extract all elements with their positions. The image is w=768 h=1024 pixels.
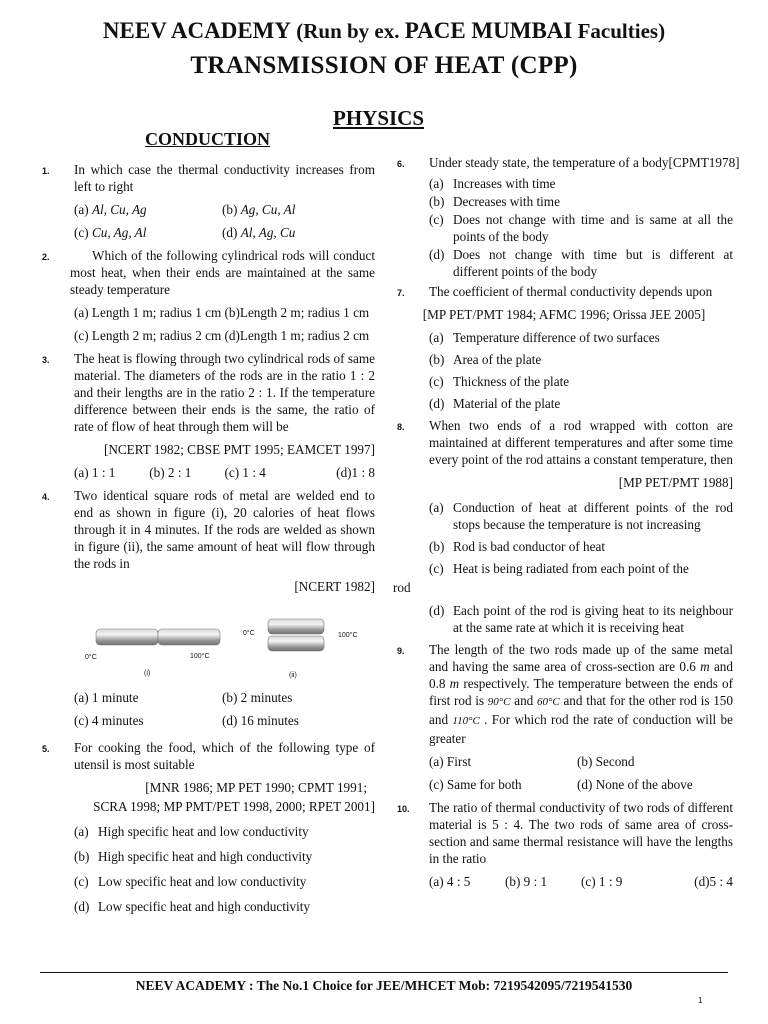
option-d: (d) 16 minutes [222,713,299,728]
question-number: 1. [42,166,50,176]
question-number: 7. [397,288,405,298]
q3-options [74,464,375,481]
q8-option-b: (b) Rod is bad conductor of heat [429,539,605,554]
option-b: (b) 2 minutes [222,690,293,705]
question-text: The ratio of thermal conductivity of two rods of different material is 5 : 4. The two rods of same area of cross-section and same thermal resistance will have the lengths in the ratio [429,800,733,866]
q7-option-d: (d) Material of the plate [429,396,561,411]
option-a: (a) First [429,754,472,769]
fig-label-100c-right: 100°C [338,632,358,639]
q4-figure [40,601,375,683]
option-b: (b) 9 : 1 [505,874,548,889]
rod-1b [158,629,220,645]
question-text: Two identical square rods of metal are welded end to end as shown in figure (i), 20 calories of heat flows through it in 4 minutes. If the rods are welded as shown in figure (ii), the same amount of heat will flow through the rods in [74,488,375,571]
option-b: (b) 2 : 1 [149,465,192,480]
footer-divider [40,972,728,973]
fig-caption-ii: (ii) [289,672,297,679]
option-c: (c) 4 minutes [74,713,144,728]
q2-option-ab: (a) Length 1 m; radius 1 cm (b)Length 2 m; radius 1 cm [74,305,370,320]
option-b: (b) Second [577,754,635,769]
question-3 [40,350,375,435]
question-5 [40,739,375,773]
question-number: 8. [397,422,405,432]
question-6 [395,154,740,171]
question-number: 6. [397,159,405,169]
question-text: The length of the two rods made up of the same metal and having the same area of cross-section are 0.6 m and 0.8 m respectively. The temperature between the ends of first rod is 90°C and 60°C and that for the other rod is 150 and 110°C . For which rod the rate of conduction will be greater [429,642,734,746]
footer-text: NEEV ACADEMY : The No.1 Choice for JEE/MHCET Mob: 7219542095/7219541530 [135,978,633,993]
right-column [393,154,740,896]
q2-option-cd: (c) Length 2 m; radius 2 cm (d)Length 1 m; radius 2 cm [74,328,370,343]
option-c: (c) 1 : 9 [581,874,623,889]
rod-1a [96,629,158,645]
question-number: 2. [42,252,50,262]
rods-diagram [40,601,375,683]
question-8 [395,417,733,468]
question-text: Under steady state, the temperature of a body[CPMT1978] [429,155,740,170]
fig-label-100c-left: 100°C [190,653,210,660]
q8-option-d: (d) Each point of the rod is giving heat to its neighbour at the same rate at which it is receiving heat [429,603,733,635]
q7-option-c: (c) Thickness of the plate [429,374,570,389]
option-c: (c) Cu, Ag, Al [74,225,147,240]
rod-2a [268,619,324,634]
option-b: (b) Ag, Cu, Al [222,202,296,217]
question-text: In which case the thermal conductivity increases from left to right [74,162,375,194]
q10-options [429,873,733,890]
option-c: (c) 1 : 4 [224,465,266,480]
question-text: When two ends of a rod wrapped with cotton are maintained at different temperatures and after some time every point of the rod attains a constant temperature, then [429,418,733,467]
question-text: For cooking the food, which of the following type of utensil is most suitable [74,740,375,772]
question-number: 5. [42,744,50,754]
q1-options-row-1 [74,201,375,218]
q9-options-row-2 [429,776,733,793]
q5-source-1: [MNR 1986; MP PET 1990; CPMT 1991; [145,780,367,795]
header-line-1: NEEV ACADEMY (Run by ex. PACE MUMBAI Faculties) [102,18,666,43]
option-a: (a) 1 : 1 [74,465,116,480]
header-line-2: TRANSMISSION OF HEAT (CPP) [190,52,578,79]
question-2 [40,247,375,298]
q5-option-a: (a) High specific heat and low conductivity [74,824,309,839]
q3-source: [NCERT 1982; CBSE PMT 1995; EAMCET 1997] [103,442,375,457]
question-4 [40,487,375,572]
page-number: 1 [698,996,703,1005]
q7-option-b: (b) Area of the plate [429,352,542,367]
question-number: 10. [397,804,410,814]
question-9 [395,641,733,747]
q8-option-c-tail: rod [393,580,411,595]
left-column [40,161,375,920]
question-text: The coefficient of thermal conductivity depends upon [429,284,713,299]
rod-2b [268,636,324,651]
option-d: (d) None of the above [577,777,693,792]
q9-options-row-1 [429,753,733,770]
option-a: (a) Al, Cu, Ag [74,202,147,217]
q5-source-2: SCRA 1998; MP PMT/PET 1998, 2000; RPET 2001] [93,799,375,814]
q6-option-c: (c) Does not change with time and is same at all the points of the body [429,212,733,244]
question-number: 9. [397,646,405,656]
option-d: (d)1 : 8 [336,465,375,480]
q4-source: [NCERT 1982] [294,579,375,594]
q5-option-c: (c) Low specific heat and low conductivity [74,874,307,889]
question-1 [40,161,375,195]
q8-source: [MP PET/PMT 1988] [618,475,733,490]
q6-option-a: (a) Increases with time [429,176,556,191]
q8-option-a: (a) Conduction of heat at different points of the rod stops because the temperature is not increasing [429,500,733,532]
q6-option-b: (b) Decreases with time [429,194,560,209]
fig-label-0c-left: 0°C [85,654,97,661]
option-d: (d) Al, Ag, Cu [222,225,296,240]
question-number: 3. [42,355,50,365]
q7-source: [MP PET/PMT 1984; AFMC 1996; Orissa JEE 2005] [422,307,706,322]
q1-options-row-2 [74,224,375,241]
question-10 [395,799,733,867]
fig-label-0c-right: 0°C [243,630,255,637]
q8-option-c: (c) Heat is being radiated from each point of the [429,561,689,576]
question-7 [395,283,733,300]
option-d: (d)5 : 4 [694,874,733,889]
q7-option-a: (a) Temperature difference of two surfaces [429,330,660,345]
section-title: CONDUCTION [145,129,271,149]
q4-options-row-2 [74,712,375,729]
q6-option-d: (d) Does not change with time but is different at different points of the body [429,247,733,279]
option-c: (c) Same for both [429,777,522,792]
option-a: (a) 4 : 5 [429,874,471,889]
question-text: Which of the following cylindrical rods will conduct most heat, when their ends are maintained at the same steady temperature [70,248,375,297]
q5-option-b: (b) High specific heat and high conductivity [74,849,313,864]
q4-options-row-1 [74,689,375,706]
question-number: 4. [42,492,50,502]
option-a: (a) 1 minute [74,690,139,705]
q5-option-d: (d) Low specific heat and high conductivity [74,899,311,914]
fig-caption-i: (i) [144,670,151,677]
question-text: The heat is flowing through two cylindrical rods of same material. The diameters of the rods are in the ratio 1 : 2 and their lengths are in the ratio 2 : 1. If the temperature difference between their ends is the same, the ratio of rate of flow of heat through them will be [74,351,375,434]
subject-title: PHYSICS [333,106,425,130]
